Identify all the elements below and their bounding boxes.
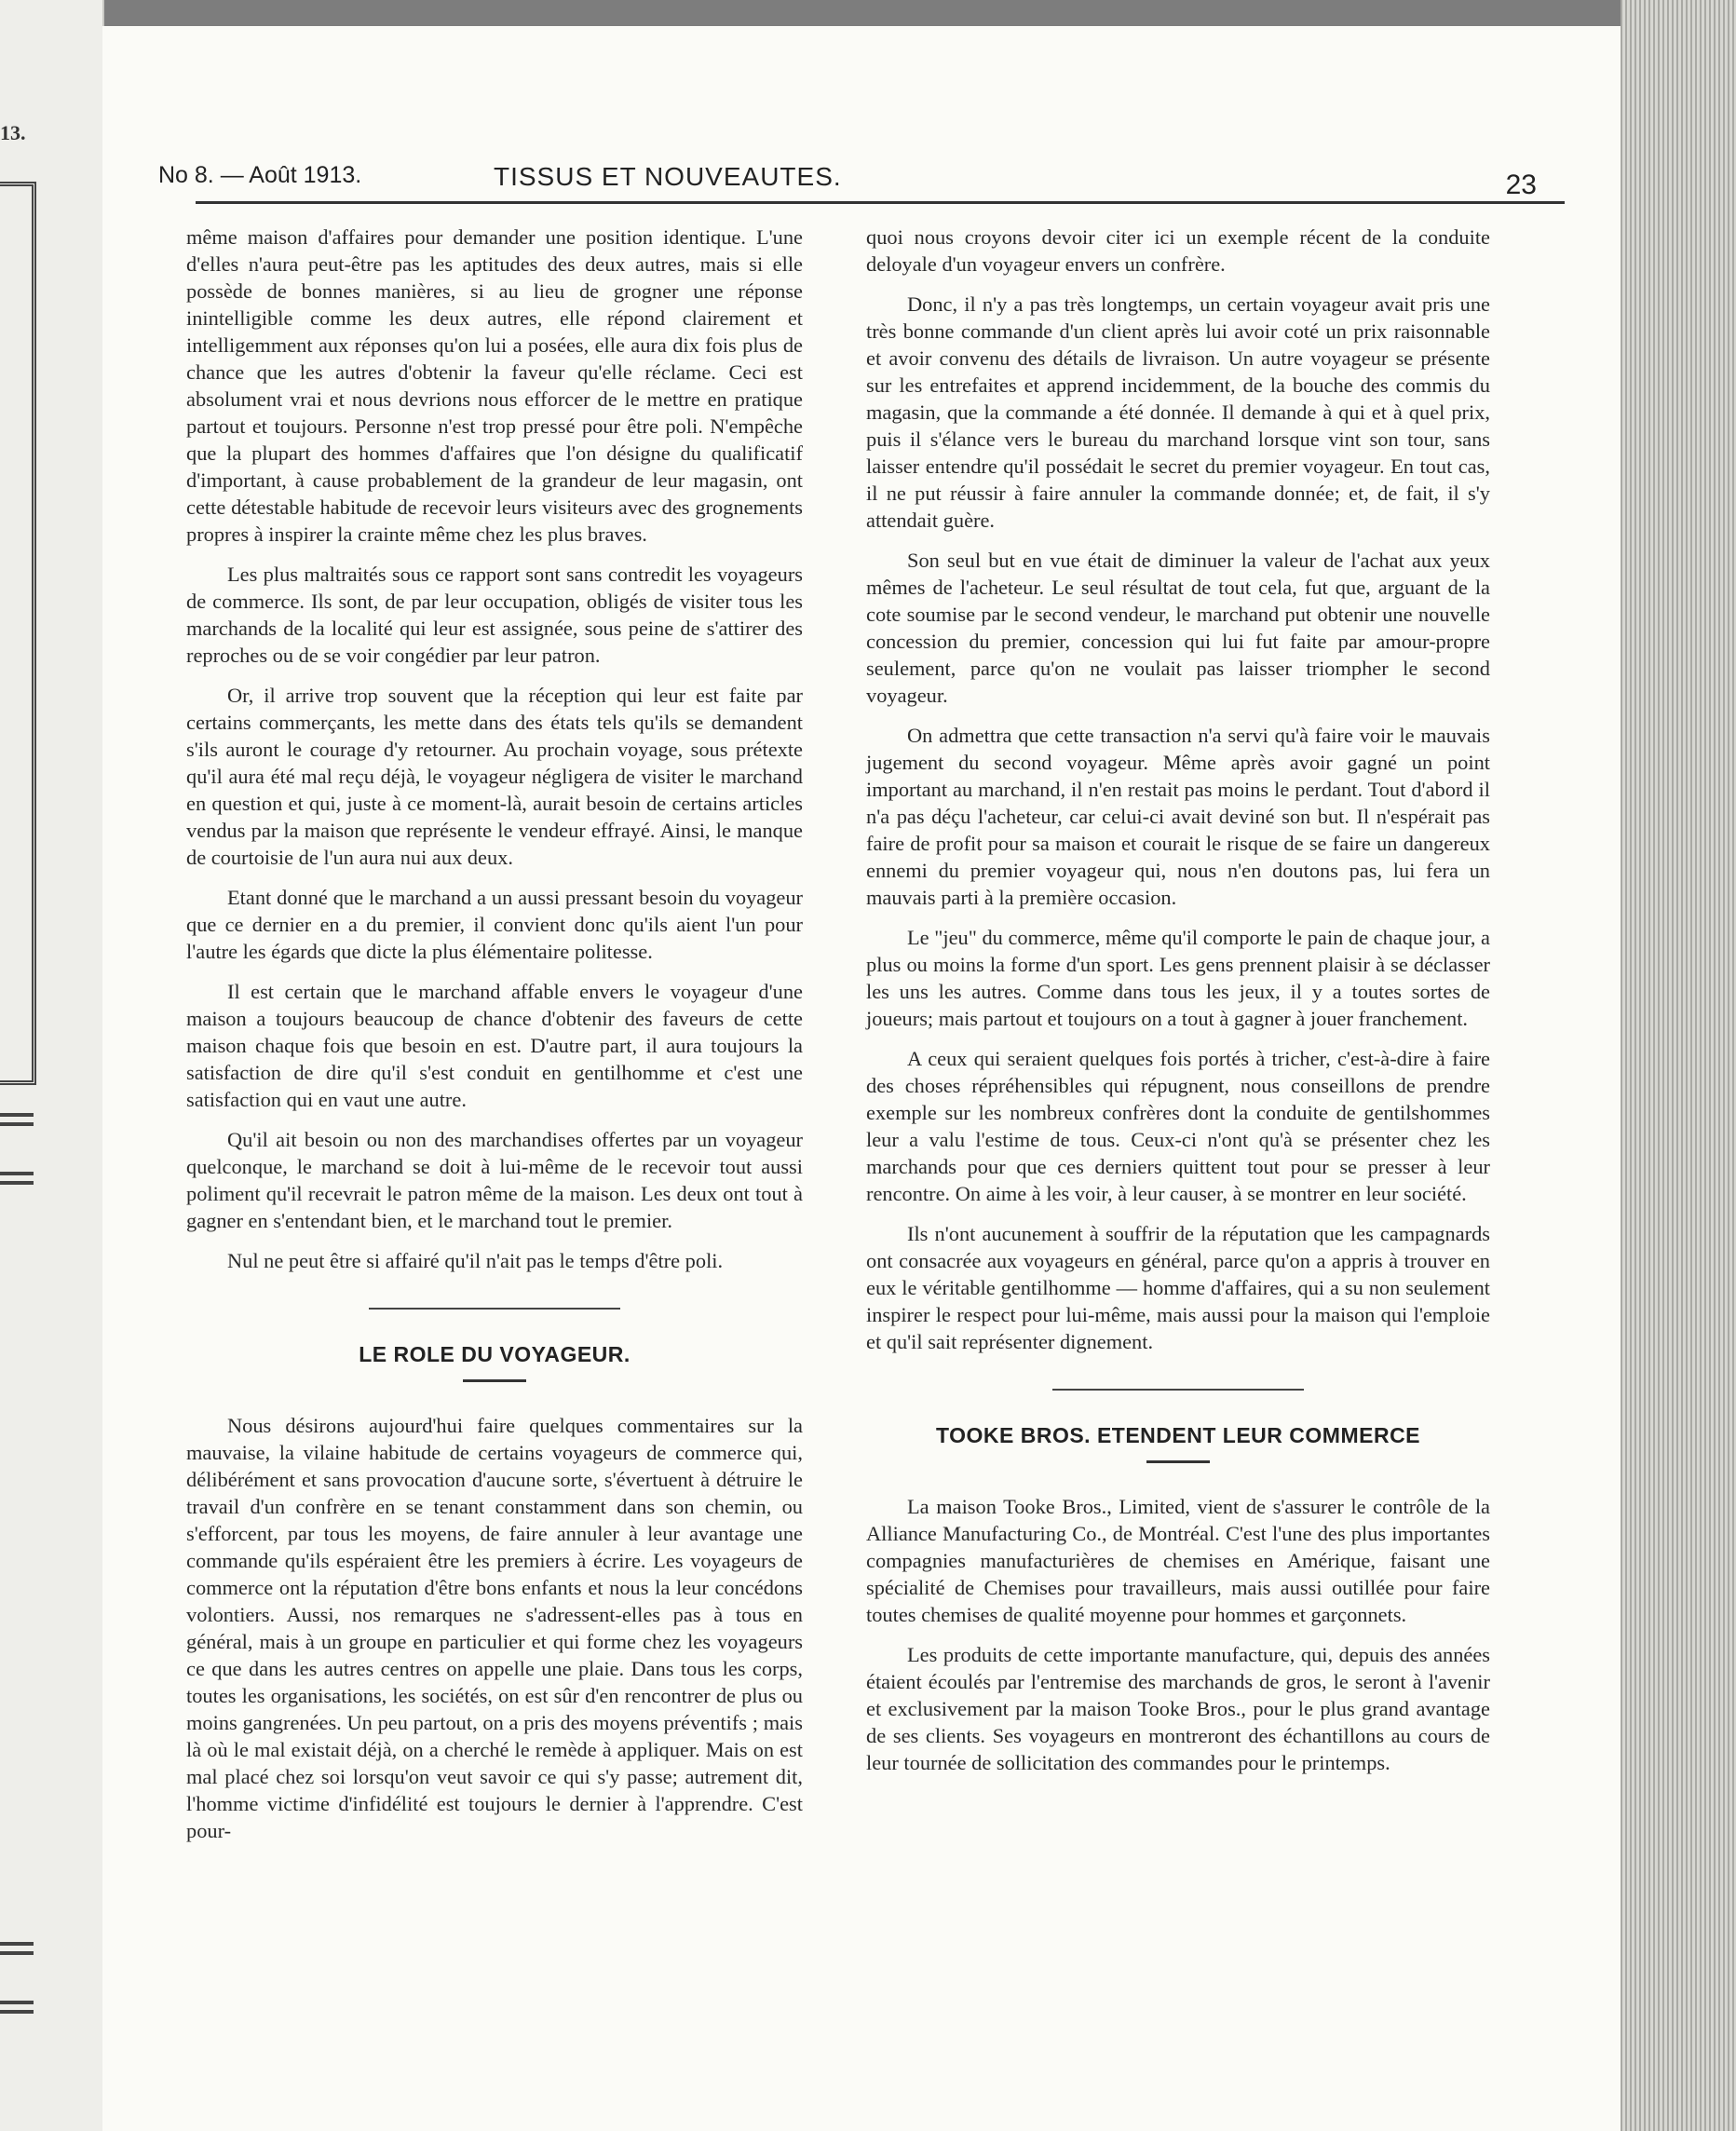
ornament-rule [0,1172,34,1175]
header-rule [196,201,1565,204]
heading-underline [1146,1460,1210,1463]
book-page-edges [1621,0,1736,2131]
paragraph: Etant donné que le marchand a un aussi pressant besoin du voyageur que ce dernier en a du premier, il convient donc qu'ils aient l'un pour l'autre les égards que dicte la plus élémentaire politesse. [186,886,803,963]
article-heading: LE ROLE DU VOYAGEUR. [359,1342,631,1366]
paragraph: Son seul but en vue était de diminuer la valeur de l'achat aux yeux mêmes de l'acheteur. Le seul résultat de tout cela, fut que, arguant de la cote soumise par le second vendeur, le marchand put obtenir une nouvelle concession du premier, concession qui lui fut faite par amour-propre seulement, parce qu'on ne voulait pas laisser triompher le second voyageur. [866,549,1490,707]
section-divider [369,1308,620,1310]
left-column [186,224,803,1857]
previous-page-edge [0,0,104,2131]
paragraph: La maison Tooke Bros., Limited, vient de s'assurer le contrôle de la Alliance Manufacturing Co., de Montréal. C'est l'une des plus importantes compagnies manufacturières de chemises en Amérique, faisant une spécialité de Chemises pour travailleurs, mais aussi outillée pour faire toutes chemises de qualité moyenne pour hommes et garçonnets. [866,1495,1490,1626]
previous-page-fragment: 13. [0,121,26,144]
paragraph: Nul ne peut être si affairé qu'il n'ait pas le temps d'être poli. [227,1249,724,1272]
paragraph: Les produits de cette importante manufacture, qui, depuis des années étaient écoulés par l'entremise des marchands de gros, le seront à l'avenir et exclusivement par la maison Tooke Bros., pour le plus grand avantage de ses clients. Ses voyageurs en montreront des échantillons au cours de leur tournée de sollicitation des commandes pour le printemps. [866,1643,1490,1774]
paragraph: Le "jeu" du commerce, même qu'il comporte le pain de chaque jour, a plus ou moins la forme d'un sport. Les gens prennent plaisir à se déclasser les uns les autres. Comme dans tous les jeux, il y a toutes sortes de joueurs; mais partout et toujours on a tout à gagner à jouer franchement. [866,926,1490,1030]
paragraph: Qu'il ait besoin ou non des marchandises offertes par un voyageur quelconque, le marchand se doit à lui-même de le recevoir tout aussi poliment qu'il recevrait le patron même de la maison. Les deux ont tout à gagner en s'entendant bien, et le marchand tout le premier. [186,1128,803,1232]
paragraph: Il est certain que le marchand affable envers le voyageur d'une maison a toujours beaucoup de chance d'obtenir des faveurs de cette maison chaque fois que besoin en est. D'autre part, il aura toujours la satisfaction de dire qu'il s'est conduit en gentilhomme et c'est une satisfaction qui en vaut une autre. [186,980,803,1111]
ornament-rule [0,1122,34,1126]
paragraph: Or, il arrive trop souvent que la réception qui leur est faite par certains commerçants, les mette dans des états tels qu'ils se demandent s'ils auront le courage d'y retourner. Au prochain voyage, sous prétexte qu'il aura été mal reçu déjà, le voyageur négligera de visiter le marchand en question et qui, juste à ce moment-là, aurait besoin de certains articles vendus par la maison que représente le vendeur effrayé. Ainsi, le manque de courtoisie de l'un aura nui aux deux. [186,684,803,869]
issue-date: No 8. — Août 1913. [158,162,362,188]
paragraph: quoi nous croyons devoir citer ici un exemple récent de la conduite deloyale d'un voyageur envers un confrère. [866,225,1490,276]
paragraph: même maison d'affaires pour demander une position identique. L'une d'elles n'aura peut-être pas les aptitudes des deux autres, mais si elle possède de bonnes manières, si au lieu de grogner une réponse inintelligible comme les deux autres, elle répond clairement et intelligemment aux réponses qu'on lui a posées, elle aura dix fois plus de chance que les autres d'obtenir la faveur qu'elle réclame. Ceci est absolument vrai et nous devrions nous efforcer de le mettre en pratique partout et toujours. Personne n'est trop pressé pour être poli. N'empêche que la plupart des hommes d'affaires que l'on désigne du qualificatif d'important, à cause probablement de la grandeur de leur magasin, ont cette détestable habitude de recevoir leurs visiteurs avec des grognements propres à inspirer la crainte même chez les plus braves. [186,225,803,546]
ornament-rule [0,1181,34,1185]
paragraph: A ceux qui seraient quelques fois portés à tricher, c'est-à-dire à faire des choses répréhensibles qui répugnent, nous conseillons de prendre exemple sur les nombreux confrères dont la conduite de gentilshommes leur a valu l'estime de tous. Ceux-ci n'ont qu'à se présenter chez les marchands pour que ces derniers quittent tout pour se presser à leur rencontre. On aime à les voir, à leur causer, à se montrer en leur société. [866,1047,1490,1205]
previous-page-frame [0,182,36,1085]
heading-underline [463,1379,526,1382]
paragraph: Donc, il n'y a pas très longtemps, un certain voyageur avait pris une très bonne commande d'un client après lui avoir coté un prix raisonnable et avoir convenu des détails de livraison. Un autre voyageur se présente sur les entrefaites et apprend incidemment, de la bouche des commis du magasin, que la commande a été donnée. Il demande à qui et à quel prix, puis il s'élance vers le bureau du marchand lorsque vint son tour, sans laisser entendre qu'il possédait le secret du premier voyageur. En tout cas, il ne put réussir à faire annuler la commande donnée; et, de fait, il s'y attendait guère. [866,292,1490,532]
right-column [866,224,1490,1789]
paragraph: Les plus maltraités sous ce rapport sont sans contredit les voyageurs de commerce. Ils sont, de par leur occupation, obligés de visiter tous les marchands de la localité qui leur est assignée, sous peine de s'attirer des reproches ou de se voir congédier par leur patron. [186,563,803,667]
ornament-rule [0,1951,34,1955]
page-header [158,136,1537,201]
page-number: 23 [1505,170,1537,200]
ornament-rule [0,2010,34,2014]
ornament-rule [0,1942,34,1946]
document-page [102,26,1630,2131]
publication-title: TISSUS ET NOUVEAUTES. [494,162,842,191]
ornament-rule [0,2001,34,2004]
paragraph: Nous désirons aujourd'hui faire quelques commentaires sur la mauvaise, la vilaine habitude de certains voyageurs de commerce qui, délibérément et sans provocation d'aucune sorte, s'évertuent à détruire le travail d'un confrère en se tenant constamment dans son chemin, ou s'efforcent, par tous les moyens, de faire annuler à leur avantage une commande qu'ils espéraient être les premiers à écrire. Les voyageurs de commerce ont la réputation d'être bons enfants et nous la leur concédons volontiers. Aussi, nos remarques ne s'adressent-elles pas à tous en général, mais à un groupe en particulier et qui forme chez les voyageurs ce que dans les autres centres on appelle une plaie. Dans tous les corps, toutes les organisations, les sociétés, on est sûr d'en rencontrer de plus ou moins gangrenées. Un peu partout, on a pris des moyens préventifs ; mais là où le mal existait déjà, on a cherché le remède à appliquer. Mais on est mal placé chez soi lorsqu'on veut savoir ce qui s'y passe; autrement dit, l'homme victime d'infidélité est toujours le dernier à l'apprendre. C'est pour- [186,1414,803,1842]
paragraph: Ils n'ont aucunement à souffrir de la réputation que les campagnards ont consacrée aux voyageurs en général, parce qu'on a appris à trouver en eux le véritable gentilhomme — homme d'affaires, qui a su non seulement inspirer le respect pour lui-même, mais aussi pour la maison qui l'emploie et qu'il sait représenter dignement. [866,1222,1490,1353]
article-heading: TOOKE BROS. ETENDENT LEUR COMMERCE [935,1423,1421,1447]
paragraph: On admettra que cette transaction n'a servi qu'à faire voir le mauvais jugement du second voyageur. Même après avoir gagné un point important au marchand, il n'en restait pas moins le perdant. Tout d'abord il n'a pas déçu l'acheteur, car celui-ci avait deviné son but. Il n'espérait pas faire de profit pour sa maison et courait le risque de se faire un dangereux ennemi du premier voyageur qui, nous n'en doutons pas, lui fera un mauvais parti à la première occasion. [866,724,1490,909]
ornament-rule [0,1113,34,1117]
section-divider [1052,1389,1304,1391]
